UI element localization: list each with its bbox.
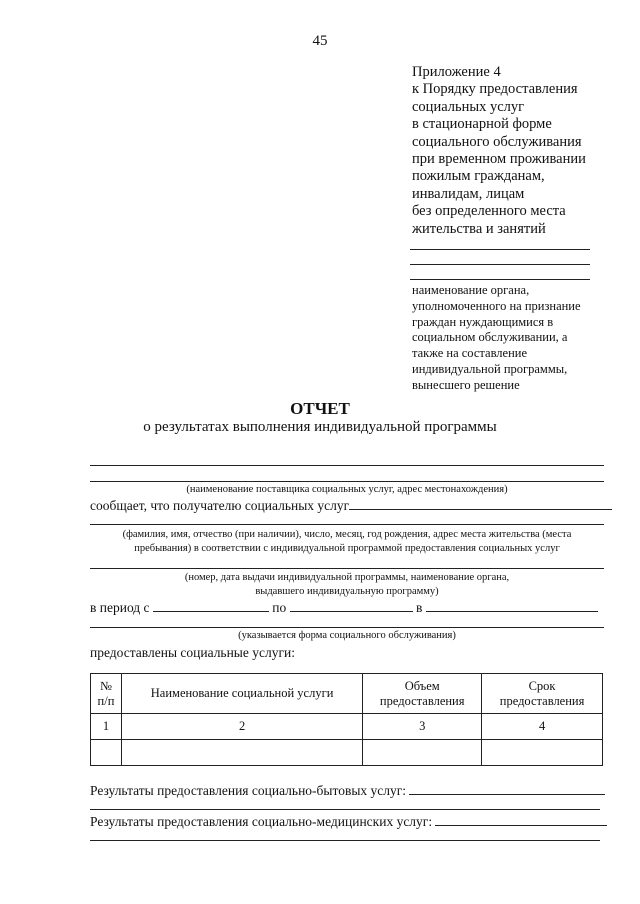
program-caption-line-2: выдавшего индивидуальную программу) <box>255 586 439 597</box>
medical-results-field[interactable] <box>435 813 607 826</box>
medical-results-row <box>90 813 607 830</box>
authority-caption-line: вынесшего решение <box>412 377 520 392</box>
report-subtitle: о результатах выполнения индивидуальной программы <box>143 419 497 435</box>
period-label: в период с <box>90 600 150 615</box>
table-cell: 2 <box>121 714 362 740</box>
services-table <box>90 673 603 766</box>
table-header-row <box>91 674 603 714</box>
authority-blank-line-3[interactable] <box>410 279 590 280</box>
header-service-name <box>121 674 362 714</box>
appendix-header <box>412 64 632 238</box>
period-to-field[interactable] <box>290 599 413 612</box>
header-number <box>91 674 122 714</box>
header-number-line-1: № <box>99 678 112 693</box>
report-title: ОТЧЕТ <box>290 399 350 418</box>
medical-results-label: Результаты предоставления социально-медицинских услуг: <box>90 814 433 829</box>
header-volume-line-2: предоставления <box>379 693 465 708</box>
period-row <box>90 599 604 616</box>
recipient-caption <box>90 528 604 556</box>
program-caption <box>90 571 604 599</box>
header-term <box>482 674 603 714</box>
header-term-line-1: Срок <box>528 678 556 693</box>
recipient-caption-line-1: (фамилия, имя, отчество (при наличии), число, месяц, год рождения, адрес места жительства (места <box>122 529 572 540</box>
period-from-field[interactable] <box>153 599 269 612</box>
header-number-line-2: п/п <box>97 693 115 708</box>
authority-blank-line-2[interactable] <box>410 264 590 265</box>
table-empty-row <box>91 740 603 766</box>
table-cell-empty[interactable] <box>363 740 482 766</box>
appendix-line: социального обслуживания <box>412 133 582 150</box>
household-results-field[interactable] <box>409 782 605 795</box>
appendix-line: социальных услуг <box>412 98 525 115</box>
table-cell-empty[interactable] <box>121 740 362 766</box>
provider-caption: (наименование поставщика социальных услуг, адрес местонахождения) <box>186 484 508 495</box>
provider-blank-line-1[interactable] <box>90 465 604 466</box>
authority-caption-line: социальном обслуживании, а <box>412 330 568 345</box>
recipient-blank-line[interactable] <box>90 524 604 525</box>
recipient-caption-line-2: пребывания) в соответствии с индивидуальной программой предоставления социальных услуг <box>134 543 560 554</box>
authority-caption-line: наименование органа, <box>412 283 530 297</box>
table-cell: 1 <box>91 714 122 740</box>
table-cell-empty[interactable] <box>482 740 603 766</box>
household-results-blank-line[interactable] <box>90 809 600 810</box>
header-term-line-2: предоставления <box>499 693 585 708</box>
service-form-field[interactable] <box>426 599 598 612</box>
period-to-label: по <box>272 600 287 615</box>
table-cell-empty[interactable] <box>91 740 122 766</box>
table-cell: 4 <box>482 714 603 740</box>
appendix-line: пожилым гражданам, <box>412 168 545 185</box>
page-number: 45 <box>312 33 328 49</box>
header-service-name-line: Наименование социальной услуги <box>150 686 334 700</box>
medical-results-blank-line[interactable] <box>90 840 600 841</box>
header-volume <box>363 674 482 714</box>
period-in-label: в <box>416 600 423 615</box>
form-blank-line[interactable] <box>90 627 604 628</box>
authority-blank-line-1[interactable] <box>410 249 590 250</box>
recipient-field[interactable] <box>349 497 612 510</box>
appendix-line: при временном проживании <box>412 151 586 168</box>
appendix-line: жительства и занятий <box>412 220 546 237</box>
authority-caption <box>412 283 612 394</box>
program-blank-line[interactable] <box>90 568 604 569</box>
reports-label: сообщает, что получателю социальных услуг <box>90 498 350 513</box>
authority-caption-line: уполномоченного на признание <box>412 298 581 313</box>
table-cell: 3 <box>363 714 482 740</box>
authority-caption-line: индивидуальной программы, <box>412 361 568 376</box>
appendix-line: инвалидам, лицам <box>412 185 525 202</box>
provider-blank-line-2[interactable] <box>90 481 604 482</box>
household-results-row <box>90 782 605 799</box>
appendix-line: к Порядку предоставления <box>412 81 578 98</box>
household-results-label: Результаты предоставления социально-бытовых услуг: <box>90 783 407 798</box>
header-volume-line-1: Объем <box>404 678 440 693</box>
authority-caption-line: также на составление <box>412 346 528 361</box>
appendix-line: Приложение 4 <box>412 64 501 80</box>
appendix-line: без определенного места <box>412 203 566 220</box>
form-caption: (указывается форма социального обслуживания) <box>238 630 456 641</box>
services-label: предоставлены социальные услуги: <box>90 645 295 660</box>
reports-row <box>90 497 612 514</box>
appendix-line: в стационарной форме <box>412 116 552 133</box>
authority-caption-line: граждан нуждающимися в <box>412 314 554 329</box>
table-number-row <box>91 714 603 740</box>
program-caption-line-1: (номер, дата выдачи индивидуальной программы, наименование органа, <box>184 572 510 583</box>
